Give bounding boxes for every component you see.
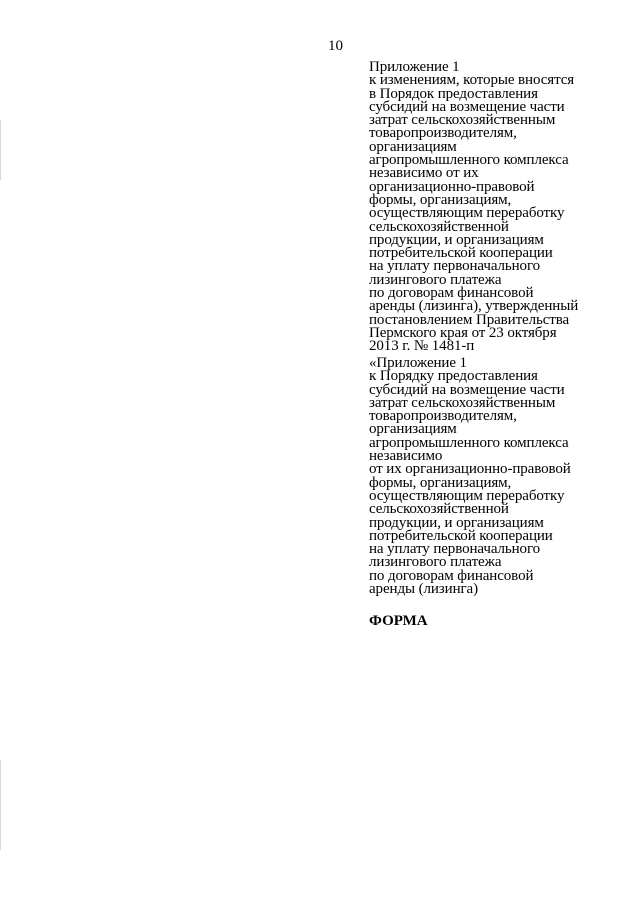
appendix-procedure-line: формы, организациям, <box>369 474 512 491</box>
appendix-amendment-line: потребительской кооперации <box>369 245 553 262</box>
appendix-amendment-line: осуществляющим переработку <box>369 205 565 222</box>
appendix-amendment-line: организациям <box>369 138 457 155</box>
appendix-amendment-line: организационно-правовой <box>369 178 535 195</box>
appendix-amendment-line: аренды (лизинга), утвержденный <box>369 298 579 315</box>
appendix-amendment-line: постановлением Правительства <box>369 311 570 328</box>
appendix-procedure-line: аренды (лизинга) <box>369 581 478 598</box>
appendix-amendment-line: лизингового платежа <box>369 271 502 288</box>
appendix-amendment-line: 2013 г. № 1481-п <box>369 338 475 355</box>
appendix-amendment-line: независимо от их <box>369 165 479 182</box>
appendix-procedure-line: лизингового платежа <box>369 554 502 571</box>
appendix-amendment-line: товаропроизводителям, <box>369 125 517 142</box>
appendix-amendment-header <box>369 61 634 354</box>
appendix-amendment-line: Приложение 1 <box>369 59 460 75</box>
appendix-amendment-line: затрат сельскохозяйственным <box>369 112 556 129</box>
appendix-procedure-line: продукции, и организациям <box>369 514 544 531</box>
appendix-procedure-line: субсидий на возмещение части <box>369 381 565 398</box>
appendix-procedure-line: на уплату первоначального <box>369 541 541 558</box>
form-label: ФОРМА <box>369 613 428 629</box>
appendix-amendment-line: формы, организациям, <box>369 191 512 208</box>
appendix-amendment-line: по договорам финансовой <box>369 285 534 302</box>
appendix-amendment-line: на уплату первоначального <box>369 258 541 275</box>
appendix-amendment-line: к изменениям, которые вносятся <box>369 72 575 89</box>
appendix-procedure-line: потребительской кооперации <box>369 527 553 544</box>
appendix-procedure-line: товаропроизводителям, <box>369 408 517 425</box>
appendix-procedure-header <box>369 357 634 596</box>
appendix-procedure-line: затрат сельскохозяйственным <box>369 394 556 411</box>
appendix-procedure-line: агропромышленного комплекса <box>369 434 569 451</box>
appendix-amendment-line: сельскохозяйственной <box>369 218 509 235</box>
appendix-amendment-line: продукции, и организациям <box>369 231 544 248</box>
appendix-amendment-line: в Порядок предоставления <box>369 85 538 102</box>
appendix-procedure-line: по договорам финансовой <box>369 567 534 584</box>
scan-edge-mark <box>0 760 1 850</box>
appendix-procedure-line: сельскохозяйственной <box>369 501 509 518</box>
appendix-procedure-line: к Порядку предоставления <box>369 368 538 385</box>
appendix-procedure-line: осуществляющим переработку <box>369 487 565 504</box>
appendix-amendment-line: агропромышленного комплекса <box>369 152 569 169</box>
appendix-amendment-line: субсидий на возмещение части <box>369 98 565 115</box>
appendix-amendment-line: Пермского края от 23 октября <box>369 324 557 341</box>
page-number: 10 <box>328 38 343 54</box>
appendix-procedure-line: «Приложение 1 <box>369 355 467 371</box>
scan-edge-mark <box>0 120 1 180</box>
appendix-procedure-line: организациям <box>369 421 457 438</box>
appendix-procedure-line: независимо <box>369 448 443 465</box>
appendix-procedure-line: от их организационно-правовой <box>369 461 571 478</box>
